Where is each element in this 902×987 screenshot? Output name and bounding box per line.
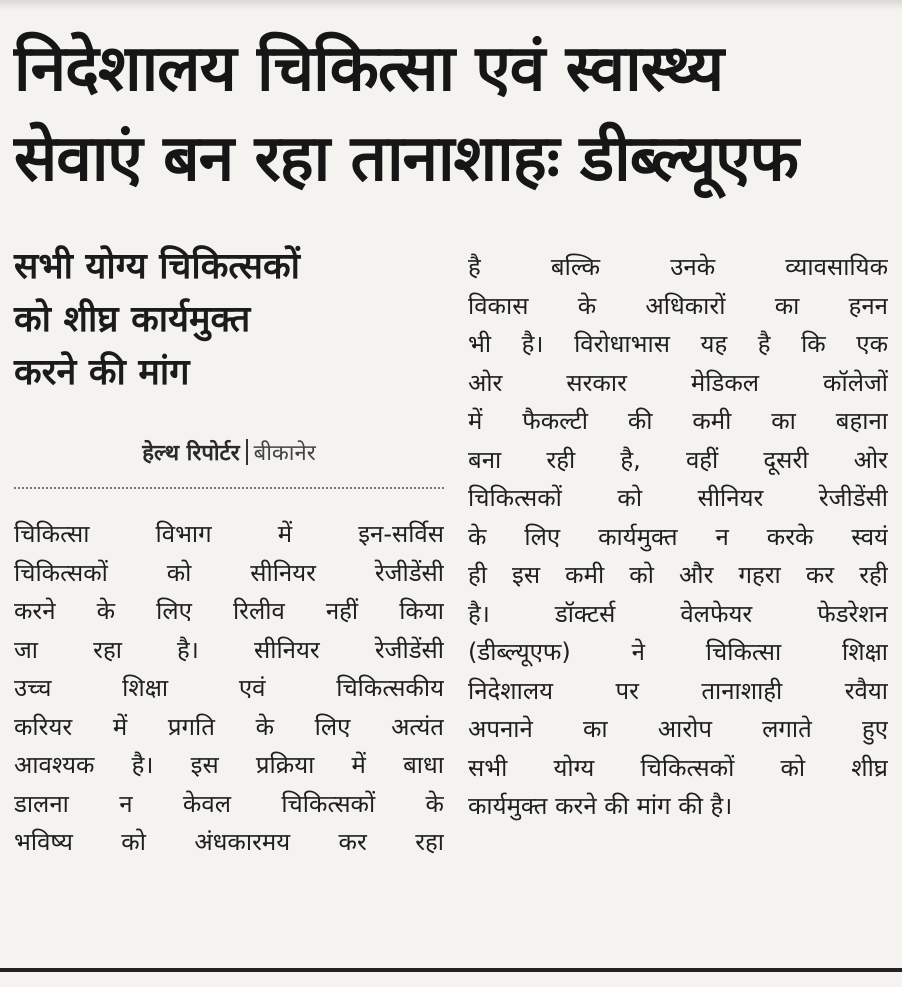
left-column-text	[14, 515, 444, 862]
subheading-line-2: को शीघ्र कार्यमुक्त	[14, 299, 251, 340]
text-line: बना रही है, वहीं दूसरी ओर	[468, 445, 888, 474]
text-line: करने के लिए रिलीव नहीं किया	[14, 597, 444, 625]
byline-reporter: हेल्थ रिपोर्टर	[142, 441, 240, 466]
headline	[14, 24, 888, 204]
subheading-line-1: सभी योग्य चिकित्सकों	[14, 246, 300, 287]
right-column-text	[468, 248, 888, 826]
text-line: जा रहा है। सीनियर रेजीडेंसी	[14, 635, 444, 664]
text-line: ही इस कमी को और गहरा कर रही	[468, 561, 888, 589]
text-line: निदेशालय पर तानाशाही रवैया	[468, 676, 888, 705]
text-line: करियर में प्रगति के लिए अत्यंत	[14, 712, 444, 741]
byline-city: बीकानेर	[253, 441, 316, 466]
bottom-rule	[0, 968, 902, 972]
text-line: (डीब्ल्यूएफ) ने चिकित्सा शिक्षा	[468, 638, 888, 666]
text-line: उच्च शिक्षा एवं चिकित्सकीय	[14, 674, 444, 702]
text-line: चिकित्सकों को सीनियर रेजीडेंसी	[14, 558, 444, 587]
text-line: चिकित्सा विभाग में इन-सर्विस	[14, 520, 444, 548]
subheading-line-3: करने की मांग	[14, 352, 190, 393]
top-edge	[0, 0, 902, 10]
text-line: विकास के अधिकारों का हनन	[468, 291, 888, 320]
text-line: सभी योग्य चिकित्सकों को शीघ्र	[468, 753, 888, 782]
text-line: अपनाने का आरोप लगाते हुए	[468, 715, 888, 743]
subheading	[14, 240, 444, 399]
text-line: के लिए कार्यमुक्त न करके स्वयं	[468, 522, 888, 551]
text-line: डालना न केवल चिकित्सकों के	[14, 789, 444, 818]
right-column	[468, 248, 888, 826]
text-line: भी है। विरोधाभास यह है कि एक	[468, 330, 888, 358]
byline-separator	[246, 439, 248, 465]
left-column	[14, 240, 444, 862]
text-line: में फैकल्टी की कमी का बहाना	[468, 407, 888, 435]
text-line: भविष्य को अंधकारमय कर रहा	[14, 828, 444, 856]
headline-line-1: निदेशालय चिकित्सा एवं स्वास्थ्य	[14, 32, 724, 106]
text-line: कार्यमुक्त करने की मांग की है।	[468, 792, 733, 820]
text-line: ओर सरकार मेडिकल कॉलेजों	[468, 368, 888, 397]
headline-line-2: सेवाएं बन रहा तानाशाहः डीब्ल्यूएफ	[14, 122, 799, 196]
text-line: है। डॉक्टर्स वेलफेयर फेडरेशन	[468, 599, 888, 628]
text-line: है बल्कि उनके व्यावसायिक	[468, 253, 888, 281]
byline	[14, 439, 444, 469]
text-line: आवश्यक है। इस प्रक्रिया में बाधा	[14, 751, 444, 779]
dotted-divider	[14, 487, 444, 489]
text-line: चिकित्सकों को सीनियर रेजीडेंसी	[468, 484, 888, 512]
